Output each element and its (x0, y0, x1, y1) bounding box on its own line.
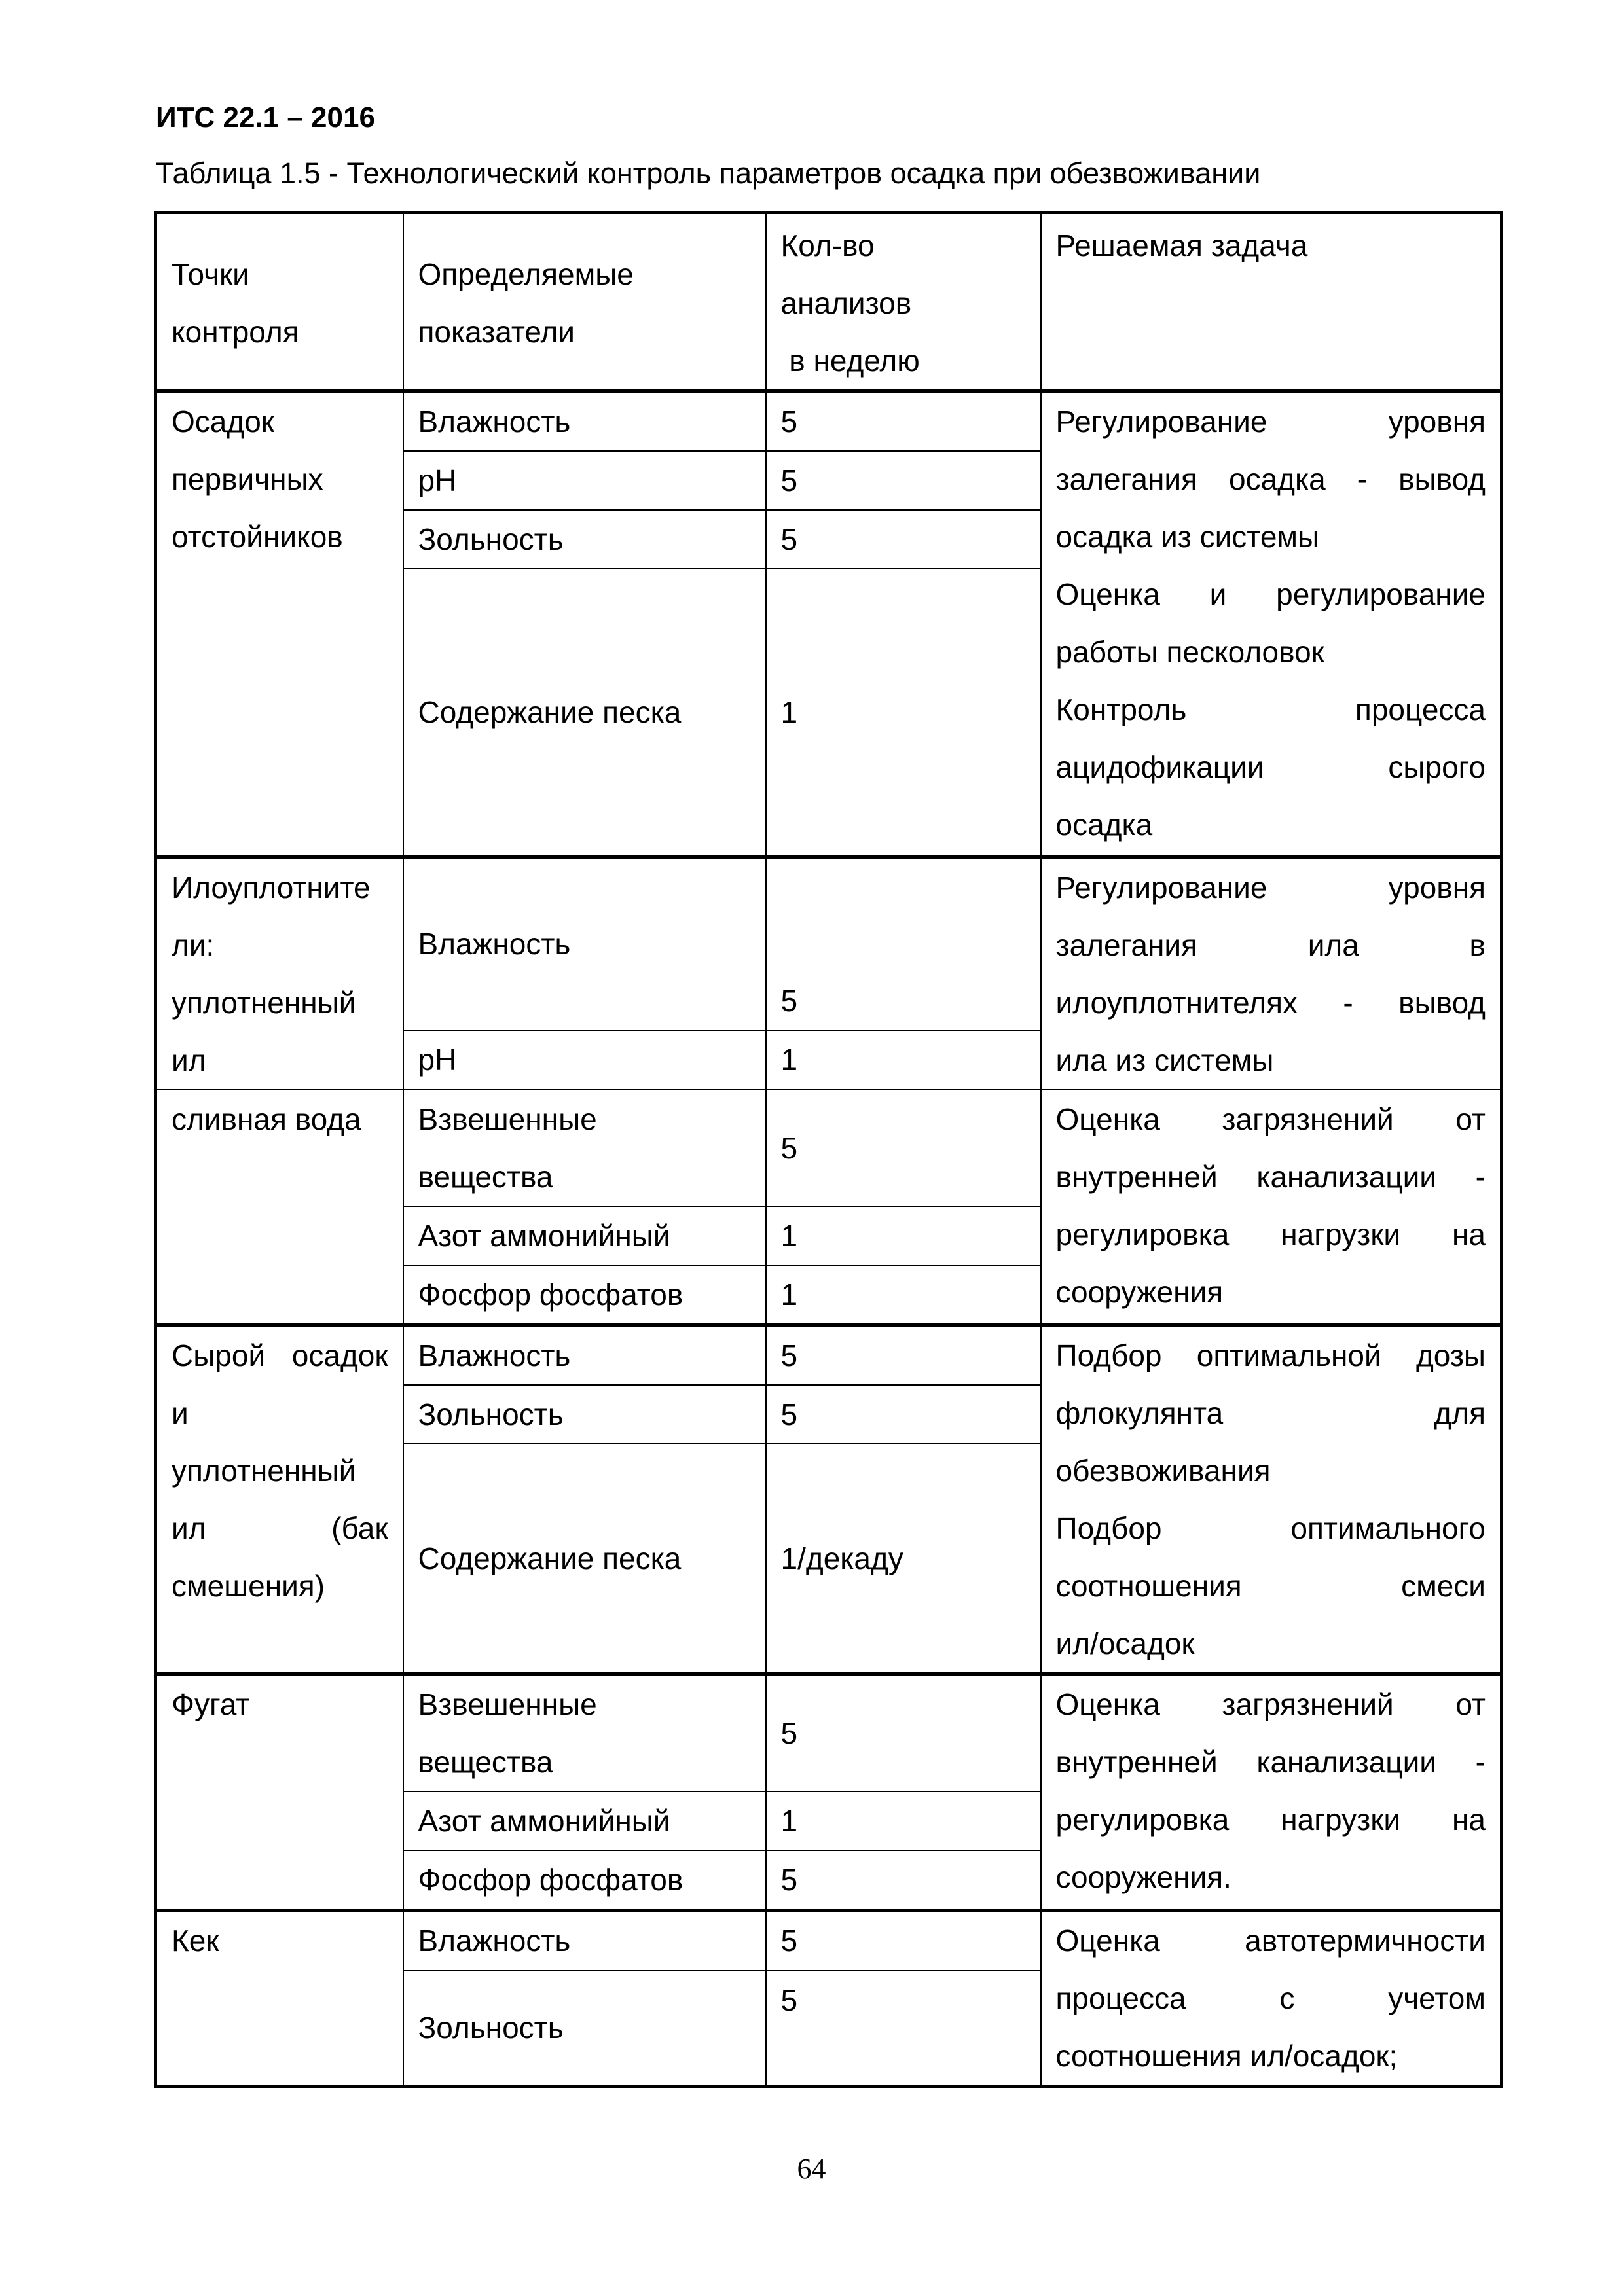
parameter-cell: Зольность (403, 1971, 766, 2087)
control-point-cell: Фугат (156, 1674, 403, 1910)
count-cell: 5 (766, 451, 1041, 510)
parameter-cell: pH (403, 451, 766, 510)
count-cell: 1 (766, 1206, 1041, 1265)
task-cell: Оценка загрязнений от внутренней канализации - регулировка нагрузки на сооружения. (1041, 1674, 1502, 1910)
table-header-row (156, 213, 1502, 391)
page-number: 64 (797, 2153, 826, 2185)
control-point-cell: Кек (156, 1910, 403, 2087)
table-row (156, 1910, 1502, 1971)
task-cell: Оценка автотермичности процесса с учетом соотношения ил/осадок; (1041, 1910, 1502, 2087)
table-caption: Таблица 1.5 - Технологический контроль параметров осадка при обезвоживании (156, 156, 1261, 190)
header-analysis-count: Кол-во анализов в неделю (766, 213, 1041, 391)
table-row (156, 1325, 1502, 1385)
table-row (156, 1090, 1502, 1206)
count-cell: 1 (766, 569, 1041, 857)
table-row (156, 857, 1502, 1030)
count-cell: 5 (766, 1971, 1041, 2087)
parameter-cell: Взвешенные вещества (403, 1090, 766, 1206)
parameter-cell: Влажность (403, 1910, 766, 1971)
parameter-cell: Зольность (403, 1385, 766, 1444)
parameter-cell: Фосфор фосфатов (403, 1850, 766, 1910)
task-cell: Подбор оптимальной дозы флокулянта для обезвоживания Подбор оптимального соотношения смеси ил/осадок (1041, 1325, 1502, 1674)
count-cell: 1 (766, 1265, 1041, 1325)
task-cell: Оценка загрязнений от внутренней канализации - регулировка нагрузки на сооружения (1041, 1090, 1502, 1325)
parameter-cell: Зольность (403, 510, 766, 569)
document-code: ИТС 22.1 – 2016 (156, 101, 375, 134)
parameter-cell: Азот аммонийный (403, 1206, 766, 1265)
table-row (156, 391, 1502, 452)
parameter-cell: Содержание песка (403, 569, 766, 857)
table-row (156, 1674, 1502, 1792)
header-control-points: Точки контроля (156, 213, 403, 391)
parameter-cell: pH (403, 1030, 766, 1089)
parameter-cell: Влажность (403, 857, 766, 1030)
header-parameters: Определяемые показатели (403, 213, 766, 391)
parameter-cell: Взвешенные вещества (403, 1674, 766, 1792)
count-cell: 5 (766, 391, 1041, 452)
control-point-cell: сливная вода (156, 1090, 403, 1325)
control-point-cell: Осадок первичных отстойников (156, 391, 403, 857)
control-point-cell: Илоуплотните ли: уплотненный ил (156, 857, 403, 1090)
control-table (154, 211, 1503, 2088)
count-cell: 1 (766, 1030, 1041, 1089)
count-cell: 5 (766, 1674, 1041, 1792)
count-cell: 5 (766, 1325, 1041, 1385)
parameter-cell: Фосфор фосфатов (403, 1265, 766, 1325)
parameter-cell: Азот аммонийный (403, 1791, 766, 1850)
count-cell: 5 (766, 857, 1041, 1030)
count-cell: 5 (766, 1850, 1041, 1910)
count-cell: 1 (766, 1791, 1041, 1850)
task-cell: Регулирование уровня залегания осадка - вывод осадка из системы Оценка и регулирование работы песколовок Контроль процесса ацидофикации сырого осадка (1041, 391, 1502, 857)
parameter-cell: Влажность (403, 391, 766, 452)
parameter-cell: Влажность (403, 1325, 766, 1385)
count-cell: 5 (766, 1910, 1041, 1971)
count-cell: 5 (766, 1090, 1041, 1206)
parameter-cell: Содержание песка (403, 1444, 766, 1674)
task-cell: Регулирование уровня залегания ила в илоуплотнителях - вывод ила из системы (1041, 857, 1502, 1090)
header-task: Решаемая задача (1041, 213, 1502, 391)
count-cell: 1/декаду (766, 1444, 1041, 1674)
control-point-cell: Сырой осадок и уплотненный ил (бак смешения) (156, 1325, 403, 1674)
count-cell: 5 (766, 1385, 1041, 1444)
count-cell: 5 (766, 510, 1041, 569)
